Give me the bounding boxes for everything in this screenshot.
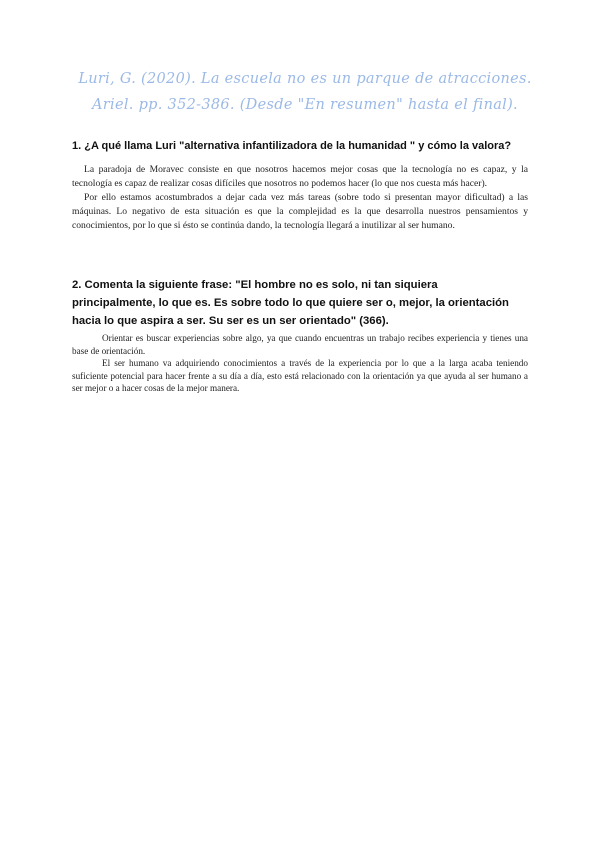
document-title: Luri, G. (2020). La escuela no es un parque de atracciones. Ariel. pp. 352-386. (Desde "En resumen" hasta el final). — [78, 71, 532, 113]
answer-2-paragraph-2: El ser humano va adquiriendo conocimientos a través de la experiencia por lo que a la larga acaba teniendo suficiente potencial para hacer frente a su día a día, esto está relacionado con la orientación ya que ayuda al ser humano a ser mejor o a hacer cosas de la mejor manera. — [72, 358, 528, 393]
question-2-heading: 2. Comenta la siguiente frase: "El hombre no es solo, ni tan siquiera principalmente, lo que es. Es sobre todo lo que quiere ser o, mejor, la orientación hacia lo que aspira a ser. Su ser es un ser orientado" (366). — [72, 279, 509, 327]
question-1-heading: 1. ¿A qué llama Luri "alternativa infantilizadora de la humanidad " y cómo la valora? — [72, 140, 512, 152]
answer-2-paragraph-1: Orientar es buscar experiencias sobre algo, ya que cuando encuentras un trabajo recibes experiencia y tienes una base de orientación. — [72, 333, 528, 356]
question-2-answer — [72, 332, 528, 395]
answer-1-paragraph-2: Por ello estamos acostumbrados a dejar cada vez más tareas (sobre todo si presentan mayor dificultad) a las máquinas. Lo negativo de esta situación es que la complejidad es la que desarrolla nuestros pensamientos y conocimientos, por lo que si ésto se continúa dando, la tecnología llegará a inutilizar al ser humano. — [72, 192, 528, 231]
question-1-answer — [72, 163, 528, 233]
answer-1-paragraph-1: La paradoja de Moravec consiste en que nosotros hacemos mejor cosas que la tecnología no es capaz, y la tecnología es capaz de realizar cosas difíciles que nosotros no podemos hacer (lo que nos cuesta más hacer). — [72, 164, 528, 189]
